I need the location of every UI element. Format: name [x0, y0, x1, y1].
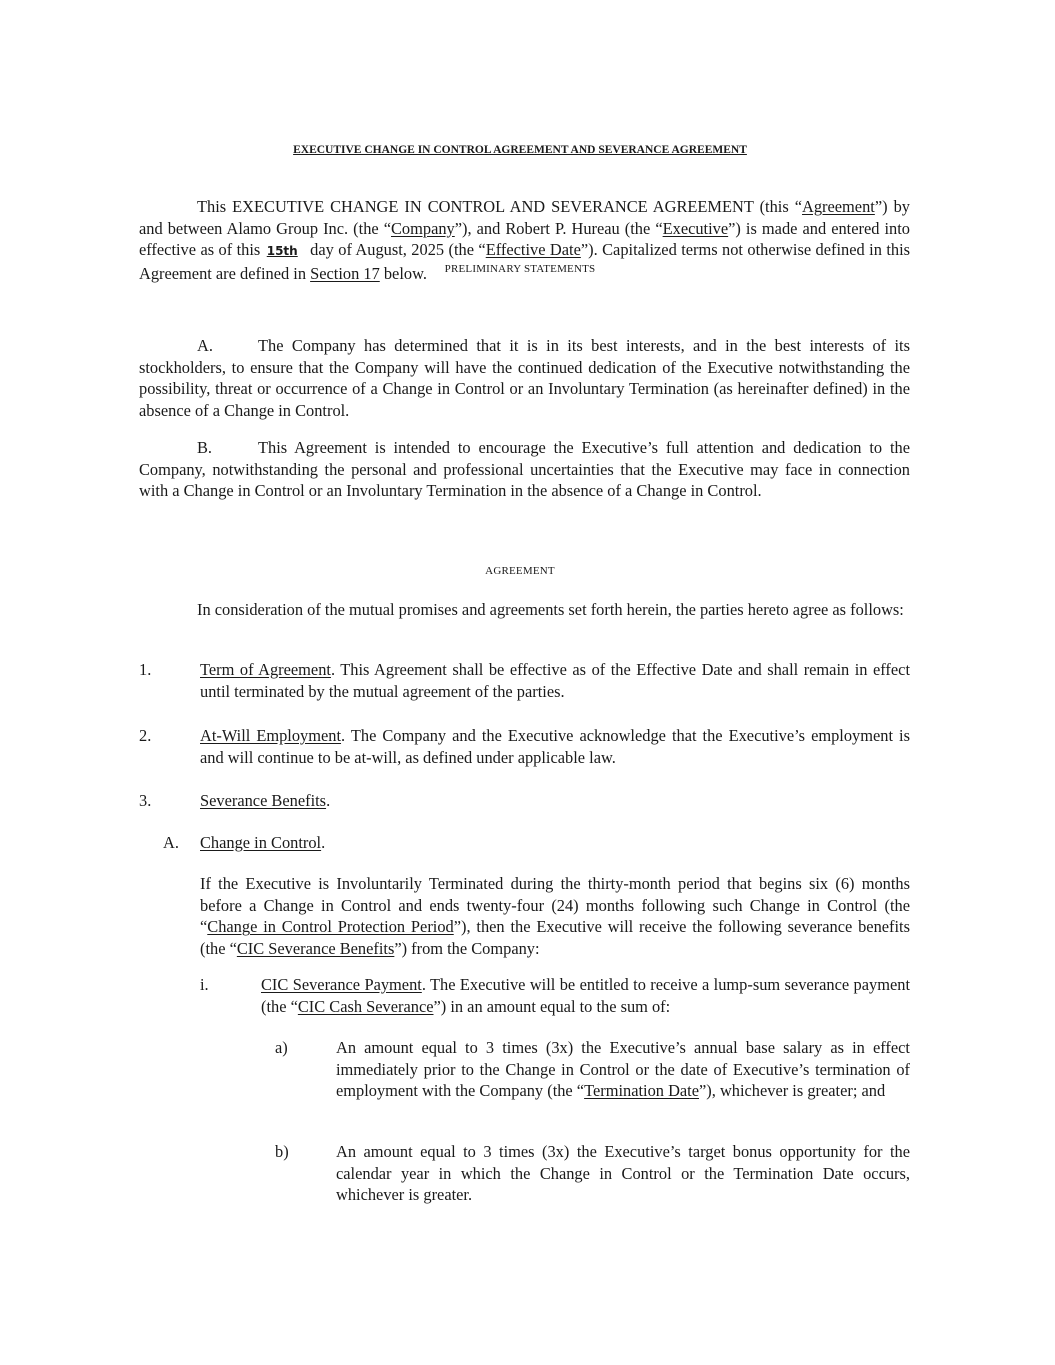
text-segment: ”) is made and entered into effective as of this [139, 218, 910, 260]
statement-a-text: The Company has determined that it is in its best interests, and in the best interests of its stockholders, to ensure that the Company will have the continued dedication of the Executive notwithstanding the possibility, threat or occurrence of a Change in Control or an Involuntary Termination (as hereinafter defined) in the absence of a Change in Control. [139, 336, 910, 421]
section-1-number: 1. [139, 660, 152, 679]
defined-term: Executive [662, 218, 729, 238]
document-title: EXECUTIVE CHANGE IN CONTROL AGREEMENT AND SEVERANCE AGREEMENT [293, 144, 747, 156]
text-segment: below. [379, 264, 427, 284]
defined-term: Termination Date [584, 1081, 700, 1101]
text-segment: ”), whichever is greater; and [699, 1081, 886, 1101]
statement-a [139, 335, 910, 422]
section-1-text: . This Agreement shall be effective as of the Effective Date and shall remain in effect until terminated by the mutual agreement of the parties. [200, 660, 910, 701]
statement-a-label: A. [197, 336, 213, 355]
defined-term: Agreement [802, 197, 875, 216]
text-segment: ”) in an amount equal to the sum of: [433, 996, 671, 1016]
section-3aia-number: a) [275, 1038, 288, 1057]
section-2-heading: At-Will Employment [200, 726, 342, 745]
text-segment: ”), and Robert P. Hureau (the “ [454, 218, 663, 238]
section-3a-body [200, 873, 910, 960]
defined-term: Effective Date [485, 240, 581, 260]
section-3a-number: A. [163, 833, 179, 852]
text-segment: day of August, 2025 (the “ [305, 240, 486, 260]
section-3 [200, 790, 910, 812]
section-3ai [261, 974, 910, 1017]
section-2 [200, 725, 910, 768]
statement-b-text: This Agreement is intended to encourage the Executive’s full attention and dedication to the Company, notwithstanding the personal and professional uncertainties that the Executive may face in connection with a Change in Control or an Involuntary Termination in the absence of a Change in Control. [139, 438, 910, 501]
defined-term: Change in Control Protection Period [207, 917, 454, 937]
text-segment: . The Executive will be entitled to receive a lump-sum severance payment (the “ [261, 975, 910, 1016]
preliminary-heading: PRELIMINARY STATEMENTS [444, 263, 596, 275]
text-segment: An amount equal to 3 times (3x) the Executive’s annual base salary as in effect immediately prior to the Change in Control or the date of Executive’s termination of employment with the Company (the “ [336, 1038, 910, 1101]
agreement-heading: AGREEMENT [485, 565, 555, 577]
section-2-text: . The Company and the Executive acknowledge that the Executive’s employment is and will continue to be at-will, as defined under applicable law. [200, 726, 910, 767]
defined-term: Company [391, 218, 455, 238]
section-3aia [336, 1037, 910, 1102]
defined-term: CIC Cash Severance [297, 996, 434, 1016]
text-segment: This EXECUTIVE CHANGE IN CONTROL AND SEVERANCE AGREEMENT (this “ [197, 197, 803, 216]
section-3aib-number: b) [275, 1142, 289, 1161]
statement-b [139, 437, 910, 502]
section-3ai-number: i. [200, 975, 209, 994]
text-segment: ”). Capitalized terms not otherwise defined in this Agreement are defined in [139, 240, 910, 284]
defined-term: CIC Severance Payment [261, 975, 422, 994]
section-2-number: 2. [139, 726, 152, 745]
section-3a-text: . [321, 833, 326, 852]
text-segment: ”) from the Company: [394, 939, 540, 959]
section-3aib: An amount equal to 3 times (3x) the Executive’s target bonus opportunity for the calendar year in which the Change in Control or the Termination Date occurs, whichever is greater. [336, 1142, 910, 1205]
section-1 [200, 659, 910, 702]
section-1-heading: Term of Agreement [200, 660, 331, 679]
section-3a-heading: Change in Control [200, 833, 322, 852]
defined-term: Section 17 [310, 264, 380, 284]
section-3-heading: Severance Benefits [200, 791, 327, 810]
defined-term: CIC Severance Benefits [236, 939, 395, 959]
text-segment: If the Executive is Involuntarily Terminated during the thirty-month period that begins six (6) months before a Change in Control and ends twenty-four (24) months following such Change in Control (the “ [200, 874, 910, 937]
text-segment: ”) by and between Alamo Group Inc. (the “ [139, 197, 910, 238]
consideration-paragraph: In consideration of the mutual promises and agreements set forth herein, the parties hereto agree as follows: [197, 600, 904, 619]
section-3-number: 3. [139, 791, 152, 810]
statement-b-label: B. [197, 438, 213, 457]
section-3-text: . [326, 791, 331, 810]
handwritten-day: 15th [266, 244, 298, 259]
section-3a [200, 832, 910, 854]
text-segment: ”), then the Executive will receive the following severance benefits (the “ [200, 917, 910, 959]
